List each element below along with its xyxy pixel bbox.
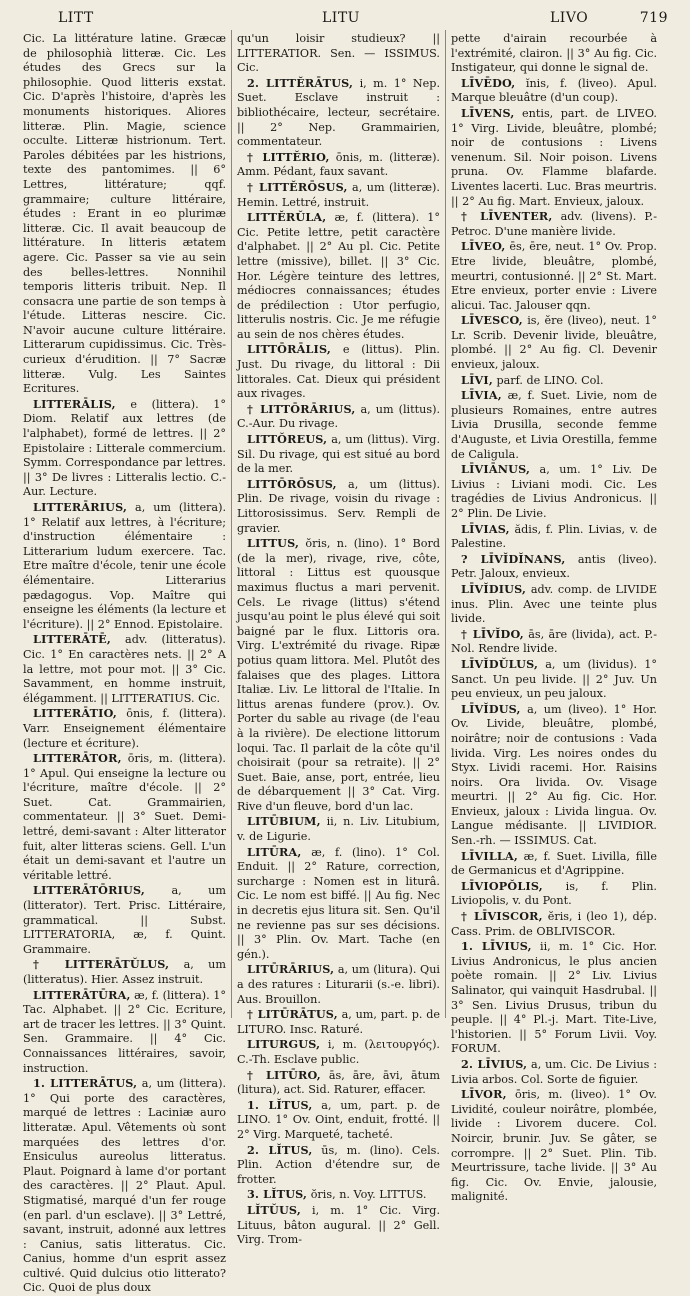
dictionary-entry bbox=[237, 477, 440, 536]
dictionary-entry bbox=[451, 1087, 657, 1205]
entry-headword: LITTĔRŬLA, bbox=[247, 210, 327, 225]
dictionary-entry bbox=[237, 1007, 440, 1037]
dictionary-entry bbox=[451, 939, 657, 1057]
entry-headword: 2. LITTĔRĀTUS, bbox=[247, 75, 354, 90]
dictionary-entry bbox=[451, 552, 657, 582]
dictionary-entry bbox=[23, 988, 226, 1077]
dictionary-entry bbox=[451, 313, 657, 372]
entry-headword: 2. LĪVIUS, bbox=[461, 1056, 528, 1071]
dictionary-entry bbox=[237, 342, 440, 401]
entry-definition: a, um (litteratus). Hier. Assez instruit. bbox=[23, 958, 226, 986]
entry-definition: adv. comp. de LIVIDE inus. Plin. Avec une teinte plus livide. bbox=[451, 582, 657, 626]
dictionary-entry bbox=[23, 957, 226, 987]
entry-definition: a, um (liveo). 1° Hor. Ov. Livide, bleuâtre, plombé, noirâtre; noir de contusions : Vada livida. Virg. Les noires ondes du Styx. Lividi racemi. Hor. Raisins noirs. Ora livida. Ov. Visage meurtri. || 2° Au fig. Cic. Hor. Envieux, jaloux : Livida lingua. Ov. Langue médisante. || LIVIDIOR. Sen.-rh. — ISSIMUS. Cat. bbox=[451, 702, 657, 848]
entry-headword: LITURGUS, bbox=[247, 1037, 321, 1052]
dictionary-entry bbox=[237, 76, 440, 150]
entry-headword: ? LĪVĬDĬNANS, bbox=[461, 551, 566, 566]
dictionary-entry bbox=[237, 536, 440, 814]
entry-definition: qu'un loisir studieux? || LITTERATIOR. Sen. — ISSIMUS. Cic. bbox=[237, 32, 440, 75]
entry-definition: a, um (litterator). Tert. Prisc. Littéraire, grammatical. || Subst. LITTERATORIA, æ, f. Quint. Grammaire. bbox=[23, 884, 226, 956]
entry-definition: adv. (litteratus). Cic. 1° En caractères nets. || 2° A la lettre, mot pour mot. || 3° Cic. Savamment, en homme instruit, élégamment. || LITTERATIUS. Cic. bbox=[23, 633, 226, 705]
entry-headword: † LĪVISCOR, bbox=[461, 909, 543, 924]
entry-definition: a, um. 1° Liv. De Livius : Liviani modi. Cic. Les tragédies de Livius Andronicus. || 2° Plin. De Livie. bbox=[451, 463, 657, 520]
entry-headword: LITTŌRŌSUS, bbox=[247, 476, 337, 491]
dictionary-entry bbox=[237, 845, 440, 963]
entry-headword: 2. LĬTUS, bbox=[247, 1142, 313, 1157]
dictionary-entry bbox=[23, 883, 226, 957]
entry-definition: ōnis, f. (littera). Varr. Enseignement élémentaire (lecture et écriture). bbox=[23, 707, 226, 750]
entry-definition: a, um. Cic. De Livius : Livia arbos. Col. Sorte de figuier. bbox=[451, 1057, 657, 1086]
entry-headword: LĪVIAS, bbox=[461, 521, 510, 536]
entry-definition: is, ĕre (liveo), neut. 1° Lr. Scrib. Devenir livide, bleuâtre, plombé. || 2° Au fig. Cl. Devenir envieux, jaloux. bbox=[451, 314, 657, 372]
entry-definition: ōnis, m. (litteræ). Amm. Pédant, faux savant. bbox=[237, 150, 440, 179]
column-divider-1 bbox=[231, 30, 232, 1018]
entry-headword: † LĪVENTER, bbox=[461, 209, 553, 224]
entry-definition: a, um (littus). Virg. Sil. Du rivage, qui est situé au bord de la mer. bbox=[237, 433, 440, 476]
entry-headword: 3. LĬTUS, bbox=[247, 1187, 308, 1202]
dictionary-entry bbox=[23, 500, 226, 632]
dictionary-entry bbox=[237, 32, 440, 76]
dictionary-entry bbox=[451, 32, 657, 76]
dictionary-entry bbox=[237, 402, 440, 432]
dictionary-entry bbox=[237, 1068, 440, 1098]
entry-headword: LITTUS, bbox=[247, 536, 300, 551]
dictionary-entry bbox=[237, 210, 440, 342]
entry-headword: † LITŪRO, bbox=[247, 1067, 321, 1082]
entry-definition: e (littera). 1° Diom. Relatif aux lettres (de l'alphabet), formé de lettres. || 2° Epistolaire : Litterale commercium. Symm. Correspondance par lettres. || 3° De livres : Litteralis lectio. C.-Aur. Lecture. bbox=[23, 397, 226, 499]
entry-definition: ās, āre, āvi, ātum (litura), act. Sid. Raturer, effacer. bbox=[237, 1068, 440, 1097]
entry-definition: adv. (livens). P.-Petroc. D'une manière livide. bbox=[451, 210, 657, 238]
entry-headword: LĪVI, bbox=[461, 372, 493, 387]
entry-definition: ĕris, i (leo 1), dép. Cass. Prim. de OBLIVISCOR. bbox=[451, 910, 657, 938]
entry-headword: LĪVOR, bbox=[461, 1087, 507, 1102]
entry-headword: 1. LĬTUS, bbox=[247, 1097, 313, 1112]
dictionary-entry bbox=[451, 909, 657, 939]
entry-headword: LITŪBIUM, bbox=[247, 814, 321, 829]
entry-definition: a, um (lividus). 1° Sanct. Un peu livide. || 2° Juv. Un peu envieux, un peu jaloux. bbox=[451, 657, 657, 701]
entry-headword: † LITTĔRIO, bbox=[247, 149, 330, 164]
dictionary-entry bbox=[23, 1076, 226, 1296]
entry-headword: LĬTŬUS, bbox=[247, 1202, 301, 1217]
entry-headword: † LITŪRĀTUS, bbox=[247, 1007, 338, 1022]
entry-definition: antis (liveo). Petr. Jaloux, envieux. bbox=[451, 552, 657, 581]
entry-headword: LĪVEO, bbox=[461, 239, 506, 254]
entry-headword: LITŪRĀRIUS, bbox=[247, 962, 335, 977]
page-number: 719 bbox=[639, 10, 668, 26]
entry-headword: LITTERĀRIUS, bbox=[33, 500, 128, 514]
entry-definition: entis, part. de LIVEO. 1° Virg. Livide, bleuâtre, plombé; noir de contusions : Livens venenum. Sil. Noir poison. Livens pruna. Ov. Flamme blafarde. Liventes lacerti. Luc. Bras meurtris. || 2° Au fig. Mart. Envieux, jaloux. bbox=[451, 106, 657, 208]
entry-headword: LITTŎREUS, bbox=[247, 432, 328, 447]
entry-definition: ūs, m. (lino). Cels. Plin. Action d'étendre sur, de frotter. bbox=[237, 1143, 440, 1186]
entry-headword: LITTERĀTOR, bbox=[33, 751, 122, 766]
entry-headword: LĪVIOPŎLIS, bbox=[461, 878, 543, 893]
entry-definition: ădis, f. Plin. Livias, v. de Palestine. bbox=[451, 522, 657, 551]
header-right-guideword: LIVO bbox=[550, 10, 589, 26]
entry-headword: LĪVESCO, bbox=[461, 313, 523, 328]
entry-definition: ōris, m. (littera). 1° Apul. Qui enseigne la lecture ou l'écriture, maître d'école. || 2° Suet. Cat. Grammairien, commentateur. || 3° Suet. Demi-lettré, demi-savant : Alter litterator fuit, alter litteras sciens. Gell. L'un était un demi-savant et l'autre un véritable lettré. bbox=[23, 752, 226, 882]
entry-headword: LITTERĀTIO, bbox=[33, 706, 117, 721]
dictionary-entry bbox=[237, 814, 440, 844]
entry-definition: æ, f. (littera). 1° Tac. Alphabet. || 2° Cic. Ecriture, art de tracer les lettres. || 3° Quint. Sen. Grammaire. || 4° Cic. Connaissances littéraires, savoir, instruction. bbox=[23, 988, 226, 1075]
dictionary-entry bbox=[23, 751, 226, 883]
dictionary-entry bbox=[23, 32, 226, 397]
entry-definition: ŏris, n. Voy. LITTUS. bbox=[307, 1188, 427, 1202]
dictionary-entry bbox=[23, 397, 226, 500]
header-left-guideword: LITT bbox=[58, 10, 94, 26]
dictionary-entry bbox=[451, 462, 657, 521]
dictionary-entry bbox=[23, 632, 226, 706]
entry-definition: æ, f. (littera). 1° Cic. Petite lettre, petit caractère d'alphabet. || 2° Au pl. Cic. Petite lettre (missive), billet. || 3° Cic. Hor. Légère teinture des lettres, médiocres connaissances; études de prédilection : Utor perfugio, litterulis nostris. Cic. Je me réfugie au sein de nos chères études. bbox=[237, 211, 440, 341]
entry-definition: a, um (littera). 1° Relatif aux lettres, à l'écriture; d'instruction élémentaire : Litterarium ludum exercere. Tac. Etre maître d'école, tenir une école élémentaire. Litterarius pædagogus. Vop. Maître qui enseigne les éléments (la lecture et l'écriture). || 2° Ennod. Epistolaire. bbox=[23, 501, 226, 631]
dictionary-entry bbox=[451, 373, 657, 389]
dictionary-entry bbox=[451, 239, 657, 313]
entry-definition: i, m. 1° Cic. Virg. Lituus, bâton augural. || 2° Gell. Virg. Trom- bbox=[237, 1203, 440, 1247]
dictionary-entry bbox=[237, 1143, 440, 1188]
entry-headword: LITTERĀTŌRIUS, bbox=[33, 883, 145, 898]
column-divider-2 bbox=[445, 30, 446, 1018]
entry-headword: † LITTŌRĀRIUS, bbox=[247, 401, 356, 416]
entry-headword: LĪVĬDUS, bbox=[461, 701, 521, 716]
dictionary-entry bbox=[237, 1187, 440, 1203]
dictionary-entry bbox=[451, 879, 657, 909]
entry-headword: LĪVĒDO, bbox=[461, 75, 516, 90]
dictionary-entry bbox=[451, 627, 657, 657]
dictionary-entry bbox=[451, 702, 657, 849]
entry-definition: i, m. (λειτουργός). C.-Th. Esclave public. bbox=[237, 1038, 440, 1066]
dictionary-entry bbox=[451, 388, 657, 462]
entry-definition: ii, n. Liv. Litubium, v. de Ligurie. bbox=[237, 815, 440, 844]
entry-definition: is, f. Plin. Liviopolis, v. du Pont. bbox=[451, 879, 657, 908]
dictionary-entry bbox=[237, 1098, 440, 1143]
entry-definition: i, m. 1° Nep. Suet. Esclave instruit : bibliothécaire, lecteur, secrétaire. || 2° Nep. Grammairien, commentateur. bbox=[237, 76, 440, 149]
entry-headword: LITTŌRĀLIS, bbox=[247, 342, 331, 357]
entry-headword: 1. LITTERĀTUS, bbox=[33, 1076, 138, 1091]
entry-definition: a, um, part. p. de LITURO. Insc. Raturé. bbox=[237, 1008, 440, 1036]
dictionary-entry bbox=[237, 432, 440, 477]
running-header bbox=[22, 10, 668, 28]
dictionary-entry bbox=[451, 106, 657, 209]
entry-headword: 1. LĪVIUS, bbox=[461, 939, 532, 954]
dictionary-entry bbox=[237, 962, 440, 1007]
entry-definition: ĭnis, f. (liveo). Apul. Marque bleuâtre (d'un coup). bbox=[451, 76, 657, 105]
dictionary-entry bbox=[451, 657, 657, 702]
entry-definition: æ, f. Suet. Livilla, fille de Germanicus et d'Agrippine. bbox=[451, 849, 657, 878]
dictionary-entry bbox=[451, 1057, 657, 1087]
entry-definition: æ, f. (lino). 1° Col. Enduit. || 2° Rature, correction, surcharge : Nomen est in liturâ. Cic. Le nom est biffé. || Au fig. Nec in decretis ejus litura sit. Sen. Qu'il ne revienne pas sur ses décisions. || 3° Plin. Ov. Mart. Tache (en gén.). bbox=[237, 845, 440, 961]
dictionary-entry bbox=[451, 209, 657, 239]
dictionary-entry bbox=[23, 706, 226, 751]
entry-definition: e (littus). Plin. Just. Du rivage, du littoral : Dii littorales. Cat. Dieux qui président aux rivages. bbox=[237, 343, 440, 401]
entry-headword: † LĪVĬDO, bbox=[461, 626, 524, 641]
entry-headword: LĪVIA, bbox=[461, 388, 502, 403]
entry-definition: ēs, ēre, neut. 1° Ov. Prop. Etre livide, bleuâtre, plombé, meurtri, contusionné. || 2° St. Mart. Etre envieux, porter envie : Livere alicui. Tac. Jalouser qqn. bbox=[451, 240, 657, 312]
entry-headword: † LITTERĀTŬLUS, bbox=[33, 957, 170, 972]
entry-definition: æ, f. Suet. Livie, nom de plusieurs Romaines, entre autres Livia Drusilla, seconde femme d'Auguste, et Livia Orestilla, femme de Caligula. bbox=[451, 389, 657, 461]
entry-headword: LĪVENS, bbox=[461, 105, 515, 120]
entry-definition: ās, āre (livida), act. P.-Nol. Rendre livide. bbox=[451, 627, 658, 656]
entry-headword: LĪVIĀNUS, bbox=[461, 462, 531, 477]
dictionary-entry bbox=[451, 582, 657, 627]
entry-definition: a, um (littus). C.-Aur. Du rivage. bbox=[237, 402, 440, 431]
dictionary-entry bbox=[451, 522, 657, 552]
entry-headword: LITTERĀTŪRA, bbox=[33, 987, 131, 1002]
entry-definition: Cic. La littérature latine. Græcæ de philosophià litteræ. Cic. Les études des Grecs sur la philosophie. Quod litteris exstat. Cic. D'après l'histoire, d'après les monuments historiques. Aliores litteræ. Plin. Magie, science occulte. Litteræ histrionum. Tert. Paroles débitées par les histrions, texte des pantomimes. || 6° Lettres, littérature; qqf. grammaire; culture littéraire, études : Erant in eo plurimæ litteræ. Cic. Il avait beaucoup de littérature. In litteris ætatem agere. Cic. Passer sa vie au sein des belles-lettres. Nonnihil temporis litteris tribuit. Nep. Il consacra une partie de son temps à l'étude. Litteras nescire. Cic. N'avoir aucune culture littéraire. Litterarum cupidissimus. Cic. Très-curieux d'érudition. || 7° Sacræ litteræ. Vulg. Les Saintes Ecritures. bbox=[23, 32, 226, 396]
entry-headword: LITTERĀLIS, bbox=[33, 396, 116, 411]
entry-definition: a, um (littus). Plin. De rivage, voisin du rivage : Littorosissimus. Serv. Rempli de gravier. bbox=[237, 477, 440, 535]
entry-headword: LITŪRA, bbox=[247, 844, 302, 859]
entry-headword: † LITTĔRŌSUS, bbox=[247, 179, 348, 194]
entry-headword: LITTERĀTĒ, bbox=[33, 632, 111, 647]
entry-headword: LĪVĬDIUS, bbox=[461, 581, 527, 596]
entry-definition: a, um (littera). 1° Qui porte des caractères, marqué de lettres : Laciniæ auro litteratæ. Apul. Vêtements où sont marquées des lettres d'or. Ensiculus aureolus litteratus. Plaut. Poignard à lame d'or portant des caractères. || 2° Plaut. Apul. Stigmatisé, marqué d'un fer rouge (en parl. d'un esclave). || 3° Lettré, savant, instruit, adonné aux lettres : Canius, satis litteratus. Cic. Canius, homme d'un esprit assez cultivé. Quid dulcius otio litterato? Cic. Quoi de plus doux bbox=[23, 1077, 226, 1295]
column-2 bbox=[237, 32, 440, 1247]
entry-definition: a, um (litura). Qui a des ratures : Liturarii (s.-e. libri). Aus. Brouillon. bbox=[237, 963, 440, 1006]
entry-headword: LĪVILLA, bbox=[461, 848, 518, 863]
dictionary-entry bbox=[451, 76, 657, 106]
entry-headword: LĪVĬDŬLUS, bbox=[461, 656, 539, 671]
entry-definition: ōris, m. (liveo). 1° Ov. Lividité, couleur noirâtre, plombée, livide : Livorem ducere. Col. Noircir, brunir. Juv. Se gâter, se corrompre. || 2° Suet. Plin. Tib. Meurtrissure, tache livide. || 3° Au fig. Cic. Ov. Envie, jalousie, malignité. bbox=[451, 1088, 657, 1204]
entry-definition: ŏris, n. (lino). 1° Bord (de la mer), rivage, rive, côte, littoral : Littus est quousque maximus fluctus a mari pervenit. Cels. Le rivage (littus) s'étend jusqu'au point le plus élevé qui soit baigné par le flux. Littoris ora. Virg. L'extrémité du rivage. Ripæ potius quam littora. Mel. Plutôt des falaises que des plages. Littora Italiæ. Liv. Le littoral de l'Italie. In littus arenas fundere (prov.). Ov. Porter du sable au rivage (de l'eau à la rivière). De electione littorum loqui. Tac. Il parlait de la côte qu'il choisirait (pour sa retraite). || 2° Suet. Baie, anse, port, entrée, lieu de débarquement || 3° Cat. Virg. Rive d'un fleuve, bord d'un lac. bbox=[237, 537, 440, 813]
column-1 bbox=[23, 32, 226, 1295]
header-center-guideword: LITU bbox=[322, 10, 360, 26]
dictionary-entry bbox=[237, 150, 440, 180]
entry-definition: pette d'airain recourbée à l'extrémité, clairon. || 3° Au fig. Cic. Instigateur, qui donne le signal de. bbox=[451, 32, 657, 75]
dictionary-entry bbox=[237, 180, 440, 210]
column-3 bbox=[451, 32, 658, 1204]
entry-definition: a, um, part. p. de LINO. 1° Ov. Oint, enduit, frotté. || 2° Virg. Marqueté, tacheté. bbox=[237, 1098, 440, 1141]
entry-definition: a, um (litteræ). Hemin. Lettré, instruit. bbox=[237, 180, 440, 209]
entry-definition: ii, m. 1° Cic. Hor. Livius Andronicus, le plus ancien poète romain. || 2° Liv. Livius Salinator, qui vainquit Hasdrubal. || 3° Sen. Livius Drusus, tribun du peuple. || 4° Pl.-j. Mart. Tite-Live, l'historien. || 5° Forum Livii. Voy. FORUM. bbox=[451, 940, 657, 1056]
dictionary-entry bbox=[451, 849, 657, 879]
dictionary-entry bbox=[237, 1203, 440, 1248]
entry-definition: parf. de LINO. Col. bbox=[492, 373, 604, 387]
dictionary-entry bbox=[237, 1037, 440, 1067]
